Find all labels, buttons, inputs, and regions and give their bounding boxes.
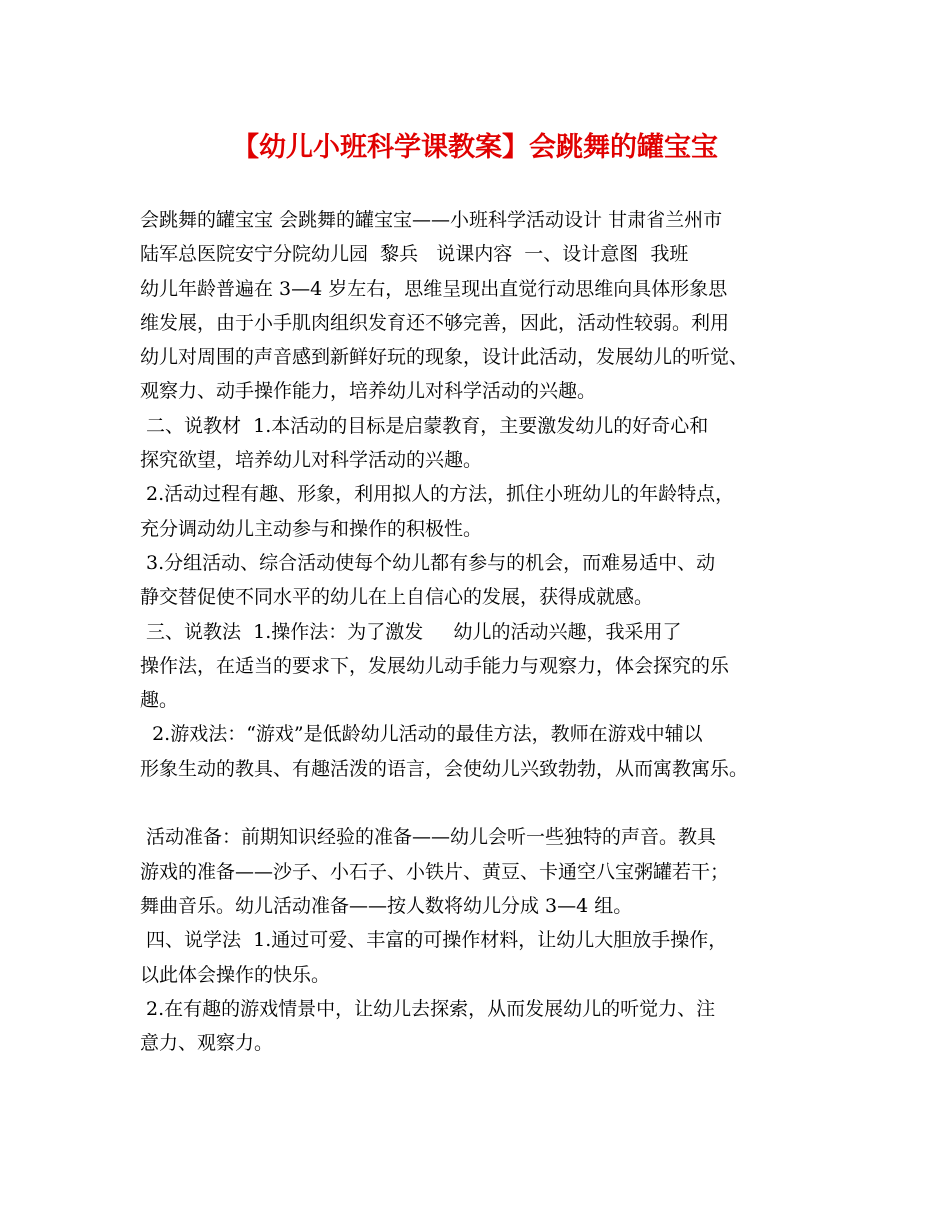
paragraph-line: 维发展，由于小手肌肉组织发育还不够完善，因此，活动性较弱。利用 bbox=[140, 311, 730, 334]
paragraph-line: 四、说学法 1.通过可爱、丰富的可操作材料，让幼儿大胆放手操作， bbox=[140, 929, 728, 952]
blank-line bbox=[140, 786, 830, 820]
paragraph-line: 意力、观察力。 bbox=[140, 1032, 274, 1055]
paragraph-line: 以此体会操作的快乐。 bbox=[140, 963, 331, 986]
paragraph-line: 活动准备：前期知识经验的准备——幼儿会听一些独特的声音。教具 bbox=[140, 826, 717, 849]
paragraph-line: 3.分组活动、综合活动使每个幼儿都有参与的机会，而难易适中、动 bbox=[140, 551, 716, 574]
paragraph-line: 观察力、动手操作能力，培养幼儿对科学活动的兴趣。 bbox=[140, 380, 597, 403]
document-body bbox=[140, 203, 830, 1060]
paragraph-line: 陆军总医院安宁分院幼儿园 黎兵 说课内容 一、设计意图 我班 bbox=[140, 243, 689, 266]
paragraph-line: 舞曲音乐。幼儿活动准备——按人数将幼儿分成 3—4 组。 bbox=[140, 894, 633, 917]
paragraph-line: 操作法，在适当的要求下，发展幼儿动手能力与观察力，体会探究的乐 bbox=[140, 654, 730, 677]
paragraph-line: 2.活动过程有趣、形象，利用拟人的方法，抓住小班幼儿的年龄特点， bbox=[140, 483, 735, 506]
paragraph-line: 游戏的准备——沙子、小石子、小铁片、黄豆、卡通空八宝粥罐若干； bbox=[140, 860, 730, 883]
paragraph-line: 幼儿年龄普遍在 3—4 岁左右，思维呈现出直觉行动思维向具体形象思 bbox=[140, 277, 728, 300]
paragraph-line: 探究欲望，培养幼儿对科学活动的兴趣。 bbox=[140, 449, 483, 472]
paragraph-line: 趣。 bbox=[140, 689, 179, 712]
paragraph-line: 三、说教法 1.操作法：为了激发 幼儿的活动兴趣，我采用了 bbox=[140, 620, 682, 643]
paragraph-line: 幼儿对周围的声音感到新鲜好玩的现象，设计此活动，发展幼儿的听觉、 bbox=[140, 346, 749, 369]
document-title: 【幼儿小班科学课教案】会跳舞的罐宝宝 bbox=[232, 132, 718, 163]
paragraph-line: 会跳舞的罐宝宝 会跳舞的罐宝宝——小班科学活动设计 甘肃省兰州市 bbox=[140, 209, 723, 231]
paragraph-line: 形象生动的教具、有趣活泼的语言，会使幼儿兴致勃勃，从而寓教寓乐。 bbox=[140, 757, 749, 780]
paragraph-line: 2.在有趣的游戏情景中，让幼儿去探索，从而发展幼儿的听觉力、注 bbox=[140, 997, 716, 1020]
paragraph-line: 二、说教材 1.本活动的目标是启蒙教育，主要激发幼儿的好奇心和 bbox=[140, 414, 709, 437]
paragraph-line: 2.游戏法：“游戏”是低龄幼儿活动的最佳方法，教师在游戏中辅以 bbox=[140, 723, 703, 746]
paragraph-line: 充分调动幼儿主动参与和操作的积极性。 bbox=[140, 517, 483, 540]
paragraph-line: 静交替促使不同水平的幼儿在上自信心的发展，获得成就感。 bbox=[140, 586, 654, 609]
